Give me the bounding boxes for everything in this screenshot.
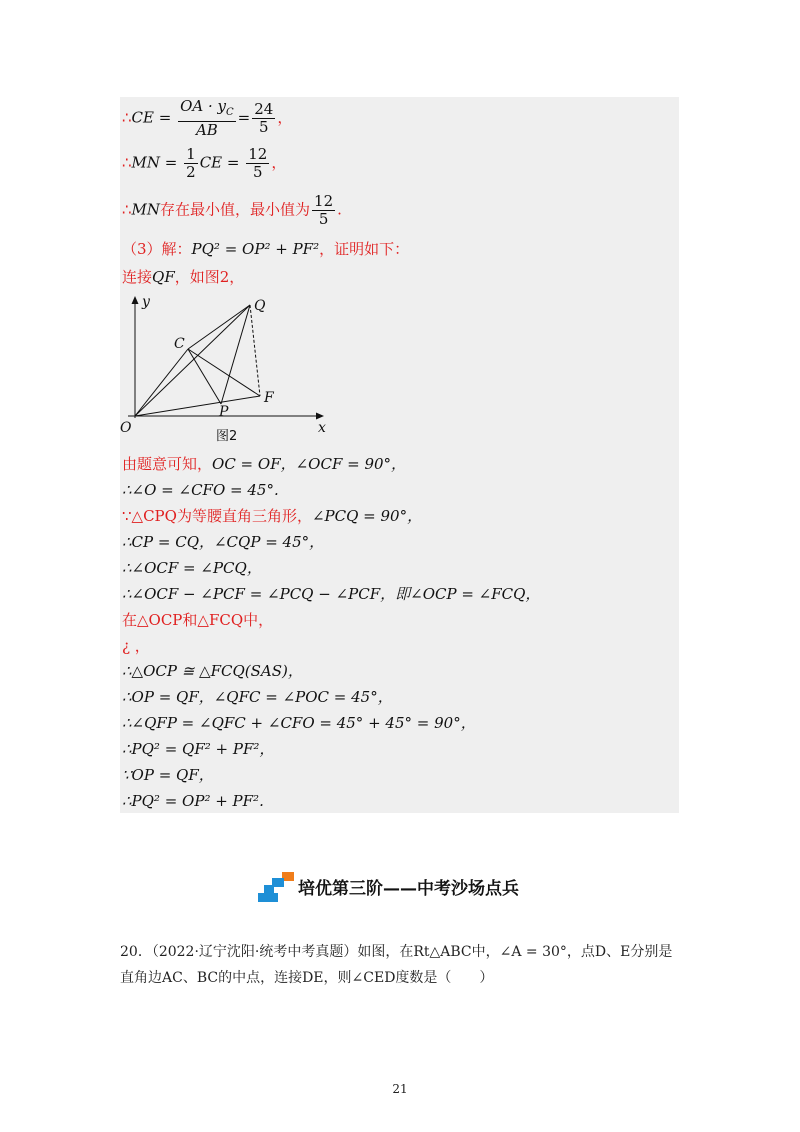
page-number: 21 — [392, 1082, 408, 1096]
label-y: y — [142, 294, 150, 310]
proof-line-9: ∴△OCP ≅ △FCQ(SAS)， — [122, 662, 303, 680]
label-c: C — [174, 336, 185, 352]
stairs-icon — [258, 872, 296, 904]
solution-line-min: ∴MN存在最小值，最小值为 $\frac{12}{5}$ . — [122, 192, 342, 228]
proof-line-8: ¿ ， — [122, 637, 150, 655]
proof-line-14: ∴PQ² = OP² + PF². — [122, 792, 264, 810]
segment-oc — [135, 349, 188, 416]
solution-line-ce: ∴CE = $\frac{OA \cdot y_C}{AB}$ = $\frac{24}{5}$ ， — [122, 97, 293, 139]
question-20-line-2: 直角边AC、BC的中点，连接DE，则∠CED度数是（ ） — [120, 970, 494, 986]
proof-line-11: ∴∠QFP = ∠QFC + ∠CFO = 45° + 45° = 90°， — [122, 714, 476, 732]
proof-line-5: ∴∠OCF = ∠PCQ， — [122, 559, 262, 577]
proof-line-7: 在△OCP和△FCQ中， — [122, 611, 274, 629]
solution-line-part3: （3）解：PQ² = OP² + PF²，证明如下： — [122, 240, 410, 258]
proof-line-2: ∴∠O = ∠CFO = 45°. — [122, 481, 279, 499]
proof-line-12: ∴PQ² = QF² + PF²， — [122, 740, 275, 758]
question-20-line-1: 20．（2022·辽宁沈阳·统考中考真题）如图，在Rt△ABC中，∠A = 30°，点D、E分别是 — [120, 944, 673, 960]
solution-line-connect: 连接QF，如图2， — [122, 268, 245, 286]
figure-caption: 图2 — [216, 429, 238, 444]
proof-line-13: ∵OP = QF， — [122, 766, 214, 784]
proof-line-1: 由题意可知，OC = OF，∠OCF = 90°， — [122, 455, 407, 473]
label-o: O — [120, 420, 132, 436]
segment-qf-dashed — [250, 305, 260, 396]
proof-line-10: ∴OP = QF，∠QFC = ∠POC = 45°， — [122, 688, 393, 706]
x-axis-arrow — [316, 413, 324, 420]
section-heading-text: 培优第三阶——中考沙场点兵 — [298, 879, 519, 899]
segment-cp — [188, 349, 221, 404]
label-p: P — [219, 404, 229, 420]
proof-line-3: ∵△CPQ为等腰直角三角形，∠PCQ = 90°， — [122, 507, 423, 525]
label-x: x — [318, 420, 326, 436]
segment-cf — [188, 349, 260, 396]
geometry-figure — [118, 292, 338, 452]
proof-line-4: ∴CP = CQ，∠CQP = 45°， — [122, 533, 325, 551]
proof-line-6: ∴∠OCF − ∠PCF = ∠PCQ − ∠PCF，即∠OCP = ∠FCQ， — [122, 585, 541, 603]
solution-line-mn: ∴MN = $\frac{1}{2}$ CE = $\frac{12}{5}$ ， — [122, 145, 287, 181]
label-f: F — [264, 390, 274, 406]
label-q: Q — [254, 298, 266, 314]
segment-cq — [188, 305, 250, 349]
segment-of — [135, 396, 260, 416]
segment-pq — [221, 305, 250, 404]
segment-oq — [135, 305, 250, 416]
y-axis-arrow — [132, 296, 139, 304]
